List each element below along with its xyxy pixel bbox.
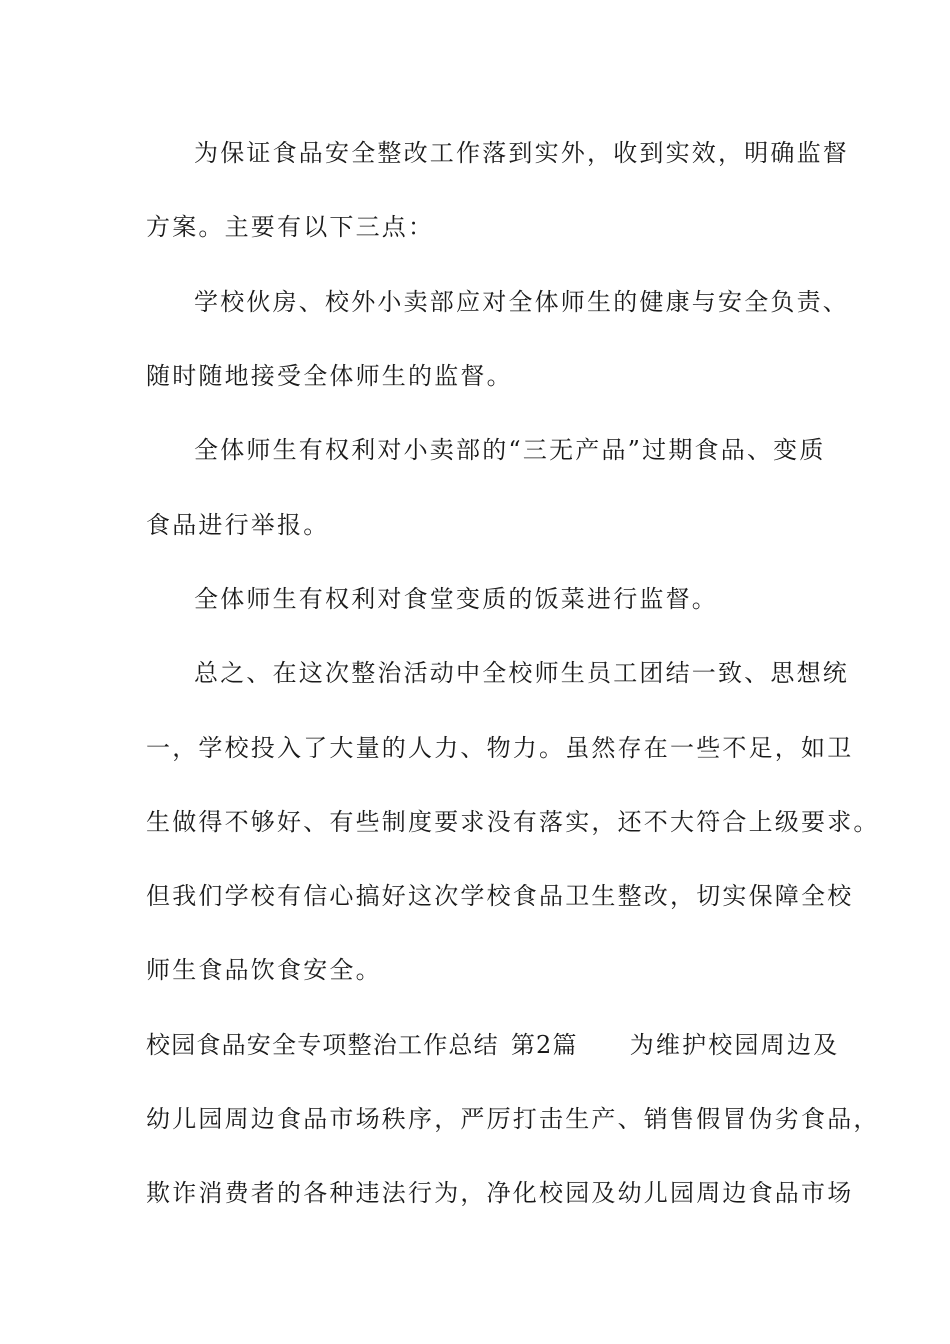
paragraph-line: 为保证食品安全整改工作落到实外，收到实效，明确监督 bbox=[194, 139, 849, 167]
paragraph-line: 幼儿园周边食品市场秩序，严厉打击生产、销售假冒伪劣食品， bbox=[146, 1105, 880, 1133]
article-part-number: 第2篇 bbox=[510, 1031, 578, 1059]
paragraph-line: 随时随地接受全体师生的监督。 bbox=[146, 362, 513, 390]
paragraph-line: 师生食品饮食安全。 bbox=[146, 956, 382, 984]
paragraph-line: 生做得不够好、有些制度要求没有落实，还不大符合上级要求。 bbox=[146, 808, 880, 836]
paragraph-line: 方案。主要有以下三点： bbox=[146, 213, 435, 241]
paragraph-line: 但我们学校有信心搞好这次学校食品卫生整改，切实保障全校 bbox=[146, 882, 854, 910]
paragraph-line: 全体师生有权利对食堂变质的饭菜进行监督。 bbox=[194, 585, 718, 613]
article-title: 校园食品安全专项整治工作总结 bbox=[146, 1031, 499, 1059]
paragraph-line: 食品进行举报。 bbox=[146, 511, 330, 539]
paragraph-line: 全体师生有权利对小卖部的“三无产品”过期食品、变质 bbox=[194, 436, 826, 464]
paragraph-line: 一，学校投入了大量的人力、物力。虽然存在一些不足，如卫 bbox=[146, 734, 854, 762]
paragraph-line: 欺诈消费者的各种违法行为，净化校园及幼儿园周边食品市场 bbox=[146, 1179, 854, 1207]
paragraph-line: 学校伙房、校外小卖部应对全体师生的健康与安全负责、 bbox=[194, 288, 849, 316]
paragraph-line: 为维护校园周边及 bbox=[629, 1031, 840, 1059]
paragraph-line: 总之、在这次整治活动中全校师生员工团结一致、思想统 bbox=[194, 659, 849, 687]
article-heading-line bbox=[146, 1025, 840, 1065]
